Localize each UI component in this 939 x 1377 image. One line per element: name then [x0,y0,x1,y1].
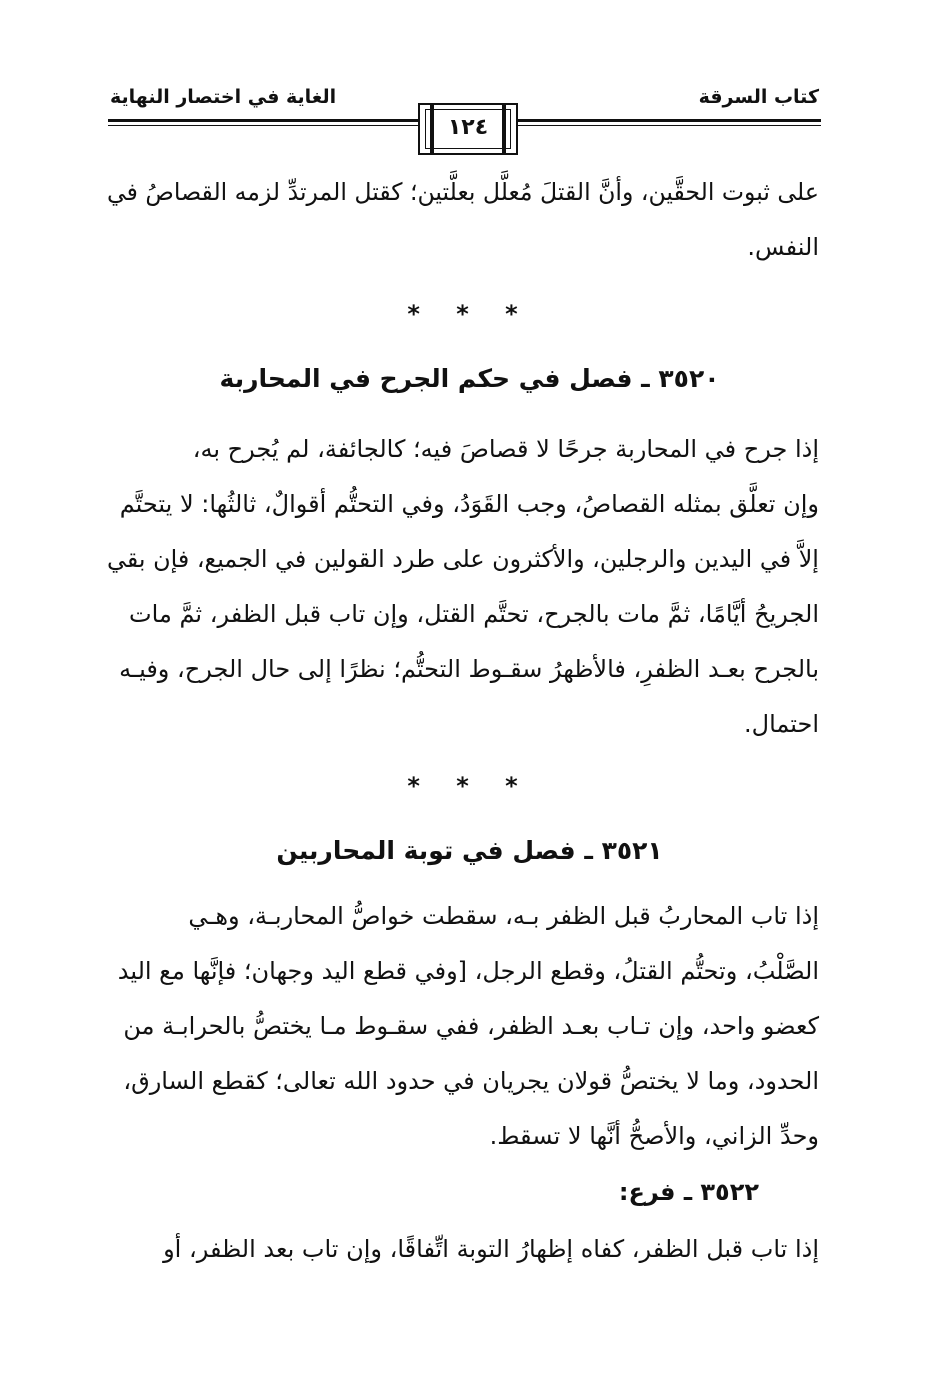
text-line: إذا تاب المحاربُ قبل الظفر بـه، سقطت خواصُّ المحاربـة، وهـي [188,902,819,930]
text-line: إلاَّ في اليدين والرجلين، والأكثرون على طرد القولين في الجميع، فإن بقي [107,545,819,573]
text-line: الحدود، وما لا يختصُّ قولان يجريان في حدود الله تعالى؛ كقطع السارق، [123,1067,819,1095]
text-line: النفس. [747,233,819,261]
text-line: بالجرح بعـد الظفرِ، فالأظهرُ سقـوط التحتُّم؛ نظرًا إلى حال الجرح، وفيـه [119,655,819,683]
header-book-title: الغاية في اختصار النهاية [110,86,337,108]
page-number-frame [418,103,518,155]
text-line: على ثبوت الحقَّين، وأنَّ القتلَ مُعلَّل بعلَّتين؛ كقتل المرتدِّ لزمه القصاصُ في [107,178,819,206]
text-line: وإن تعلَّق بمثله القصاصُ، وجب القَوَدُ، وفي التحتُّم أقوالٌ، ثالثُها: لا يتحتَّم [119,490,819,518]
section-heading: ٣٥٢٠ ـ فصل في حكم الجرح في المحاربة [219,364,720,393]
text-line: كعضو واحد، وإن تـاب بعـد الظفر، ففي سقـوط مـا يختصُّ بالحرابـة من [123,1012,819,1040]
section-separator: * * * [407,300,532,328]
page-number: ١٢٤ [447,115,489,140]
section-heading: ٣٥٢١ ـ فصل في توبة المحاربين [276,836,663,865]
text-line: الجريحُ أيَّامًا، ثمَّ مات بالجرح، تحتَّم القتل، وإن تاب قبل الظفر، ثمَّ مات [129,600,819,628]
text-line: إذا جرح في المحاربة جرحًا لا قصاصَ فيه؛ كالجائفة، لم يُجرح به، [192,435,819,463]
text-line: الصَّلْبُ، وتحتُّم القتلُ، وقطع الرجل، [وفي قطع اليد وجهان؛ فإنَّها مع اليد [117,957,819,985]
text-line: احتمال. [744,710,819,738]
text-line: وحدِّ الزاني، والأصحُّ أنَّها لا تسقط. [489,1122,819,1150]
section-separator: * * * [407,772,532,800]
text-line: إذا تاب قبل الظفر، كفاه إظهارُ التوبة اتِّفاقًا، وإن تاب بعد الظفر، أو [163,1235,819,1263]
header-chapter-title: كتاب السرقة [698,86,819,108]
subsection-heading: ٣٥٢٢ ـ فرع: [618,1178,759,1206]
